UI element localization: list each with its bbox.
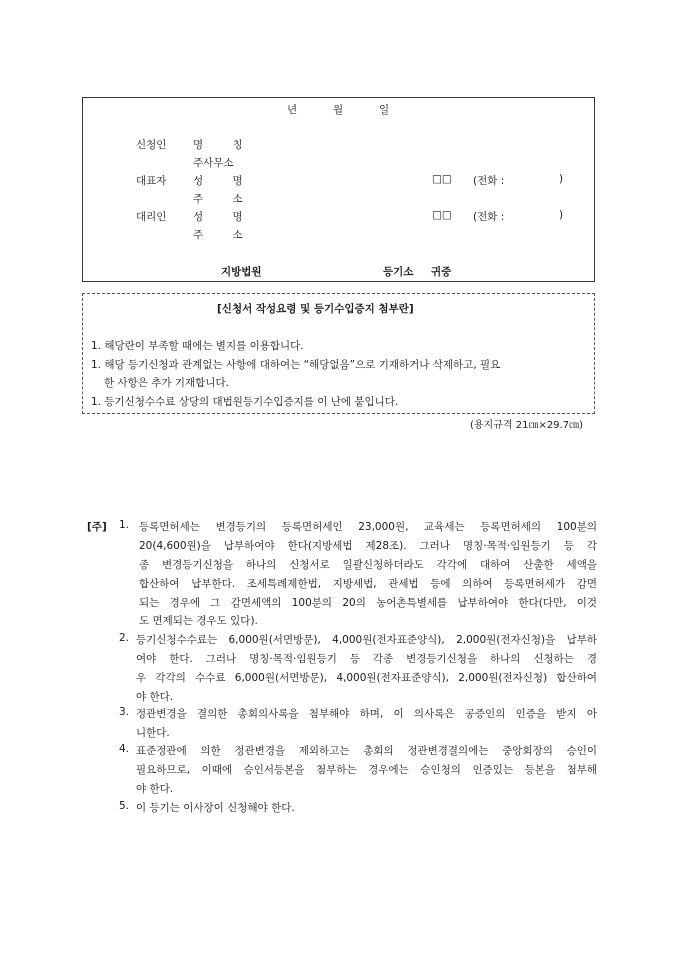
instruction-line-3: 1. 등기신청수수료 상당의 대법원등기수입증지를 이 난에 붙입니다. — [91, 396, 399, 408]
representative-label: 대표자 — [136, 175, 167, 187]
note-1-line: 등록면허세는 변경등기의 등록면허세인 23,000원, 교육세는 등록면허세의 100분의 — [139, 521, 597, 533]
agent-name-label: 성 명 — [193, 211, 243, 223]
note-1-number: 1. — [119, 519, 130, 531]
paper-size-note: (용지규격 21㎝×29.7㎝) — [470, 420, 583, 431]
note-1-line: 도 면제되는 경우도 있다). — [139, 615, 258, 627]
agent-seal: □□ — [432, 209, 452, 221]
agent-phone-label: (전화 : — [473, 211, 505, 223]
court-label: 지방법원 — [221, 266, 262, 278]
instruction-line-2b: 한 사항은 추가 기재합니다. — [104, 377, 229, 389]
date-year-label: 년 — [287, 104, 298, 116]
date-month-label: 월 — [333, 104, 344, 116]
rep-address-label: 주 소 — [193, 193, 243, 205]
rep-phone-close: ) — [559, 173, 564, 185]
note-4-line: 표준정관에 의한 정관변경을 제외하고는 총회의 정관변경결의에는 중앙회장의 승인이 — [136, 745, 597, 757]
date-day-label: 일 — [379, 104, 390, 116]
note-3-line: 정관변경을 결의한 총회의사록을 첨부해야 하며, 이 의사록은 공증인의 인증을 받지 아 — [136, 708, 597, 720]
note-4-line: 야 한다. — [136, 783, 174, 795]
note-1-line: 합산하여 납부한다. 조세특례제한법, 지방세법, 관세법 등에 의하여 등록면허세가 감면 — [139, 578, 597, 590]
note-5-number: 5. — [119, 800, 130, 812]
office-field-label: 주사무소 — [193, 157, 234, 169]
note-5-line: 이 등기는 이사장이 신청해야 한다. — [136, 802, 295, 814]
agent-label: 대리인 — [136, 211, 167, 223]
note-2-number: 2. — [119, 632, 130, 644]
note-2-line: 우 각각의 수수료 6,000원(서면방문), 4,000원(전자표준양식), 2,000원(전자신청) 합산하여 — [136, 672, 597, 684]
application-form-box — [82, 97, 595, 282]
honorific-label: 귀중 — [431, 266, 452, 278]
note-1-line: 되는 경우에 그 감면세액의 100분의 20의 농어촌특별세를 납부하여야 한다(다만, 이것 — [139, 597, 597, 609]
footnote-label: [주] — [87, 521, 107, 533]
note-3-number: 3. — [119, 706, 130, 718]
instruction-line-2a: 1. 해당 등기신청과 관계없는 사항에 대하여는 “해당없음”으로 기재하거나 삭제하고, 필요 — [91, 359, 501, 371]
rep-phone-label: (전화 : — [473, 175, 505, 187]
applicant-label: 신청인 — [136, 139, 167, 151]
note-4-line: 필요하므로, 이때에 승인서등본을 첨부하는 경우에는 승인청의 인증있는 등본을 첨부해 — [136, 764, 597, 776]
rep-name-label: 성 명 — [193, 175, 243, 187]
note-2-line: 여야 한다. 그러나 명칭·목적·임원등기 등 각종 변경등기신청을 하나의 신청하는 경 — [136, 653, 597, 665]
note-4-number: 4. — [119, 743, 130, 755]
registry-label: 등기소 — [383, 266, 414, 278]
agent-phone-close: ) — [559, 209, 564, 221]
note-2-line: 야 한다. — [136, 691, 174, 703]
note-1-line: 종 변경등기신청을 하나의 신청서로 일괄신청하더라도 각각에 대하여 산출한 세액을 — [139, 559, 597, 571]
note-1-line: 20(4,600원)을 납부하여야 한다(지방세법 제28조). 그러나 명칭·목적·임원등기 등 각 — [139, 540, 597, 552]
rep-seal: □□ — [432, 173, 452, 185]
name-field-label: 명 칭 — [193, 139, 243, 151]
note-2-line: 등기신청수수료는 6,000원(서면방문), 4,000원(전자표준양식), 2,000원(전자신청)을 납부하 — [136, 634, 597, 646]
agent-address-label: 주 소 — [193, 229, 243, 241]
instruction-line-1: 1. 해당란이 부족할 때에는 별지를 이용합니다. — [91, 340, 304, 352]
instructions-title: [신청서 작성요령 및 등기수입증지 첨부란] — [217, 303, 414, 315]
note-3-line: 니한다. — [136, 727, 170, 739]
